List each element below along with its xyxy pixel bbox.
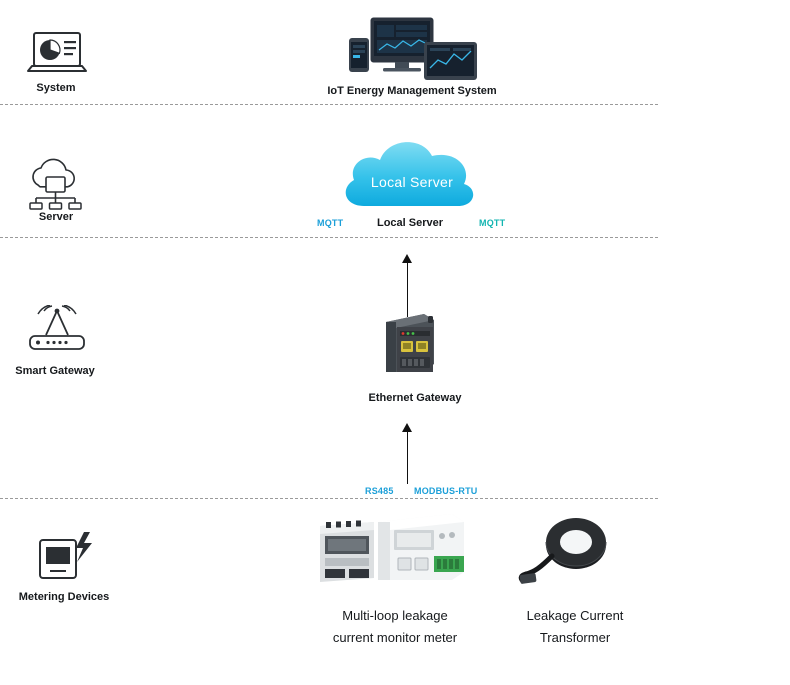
protocol-modbus-rtu: MODBUS-RTU [414, 486, 478, 496]
protocol-mqtt-right: MQTT [479, 218, 506, 228]
layer-separator-1 [0, 104, 658, 105]
node-label-meter-line2: current monitor meter [332, 630, 458, 645]
monitor-tablet-phone-icon [345, 16, 480, 91]
arrow-gateway-to-server-line [407, 263, 408, 317]
layer-separator-3 [0, 498, 658, 499]
layer-label-smart-gateway: Smart Gateway [15, 365, 95, 377]
arrow-gateway-to-server-head [402, 254, 412, 263]
node-label-ct-line1: Leakage Current [526, 608, 624, 623]
cloud-server-icon [22, 155, 92, 211]
din-rail-gateway-icon [378, 310, 440, 383]
arrow-meter-to-gateway-line [407, 432, 408, 484]
node-label-local-server: Local Server [376, 217, 444, 229]
layer-label-system: System [36, 82, 76, 94]
node-label-ct-line2: Transformer [539, 630, 611, 645]
layer-separator-2 [0, 237, 658, 238]
laptop-chart-icon [22, 27, 92, 83]
cloud-icon [338, 128, 486, 216]
node-label-meter-line1: Multi-loop leakage [342, 608, 448, 623]
protocol-mqtt-left: MQTT [317, 218, 344, 228]
node-label-ems: IoT Energy Management System [327, 85, 497, 97]
node-label-ethernet-gateway: Ethernet Gateway [368, 392, 462, 404]
cloud-inner-label: Local Server [370, 174, 454, 190]
meter-device-icon [32, 528, 102, 584]
layer-label-metering-devices: Metering Devices [18, 591, 110, 603]
protocol-rs485: RS485 [365, 486, 394, 496]
current-transformer-icon [518, 512, 610, 597]
din-rail-meter-icon [316, 510, 468, 593]
arrow-meter-to-gateway-head [402, 423, 412, 432]
layer-label-server: Server [38, 211, 74, 223]
router-antenna-icon [22, 305, 92, 361]
